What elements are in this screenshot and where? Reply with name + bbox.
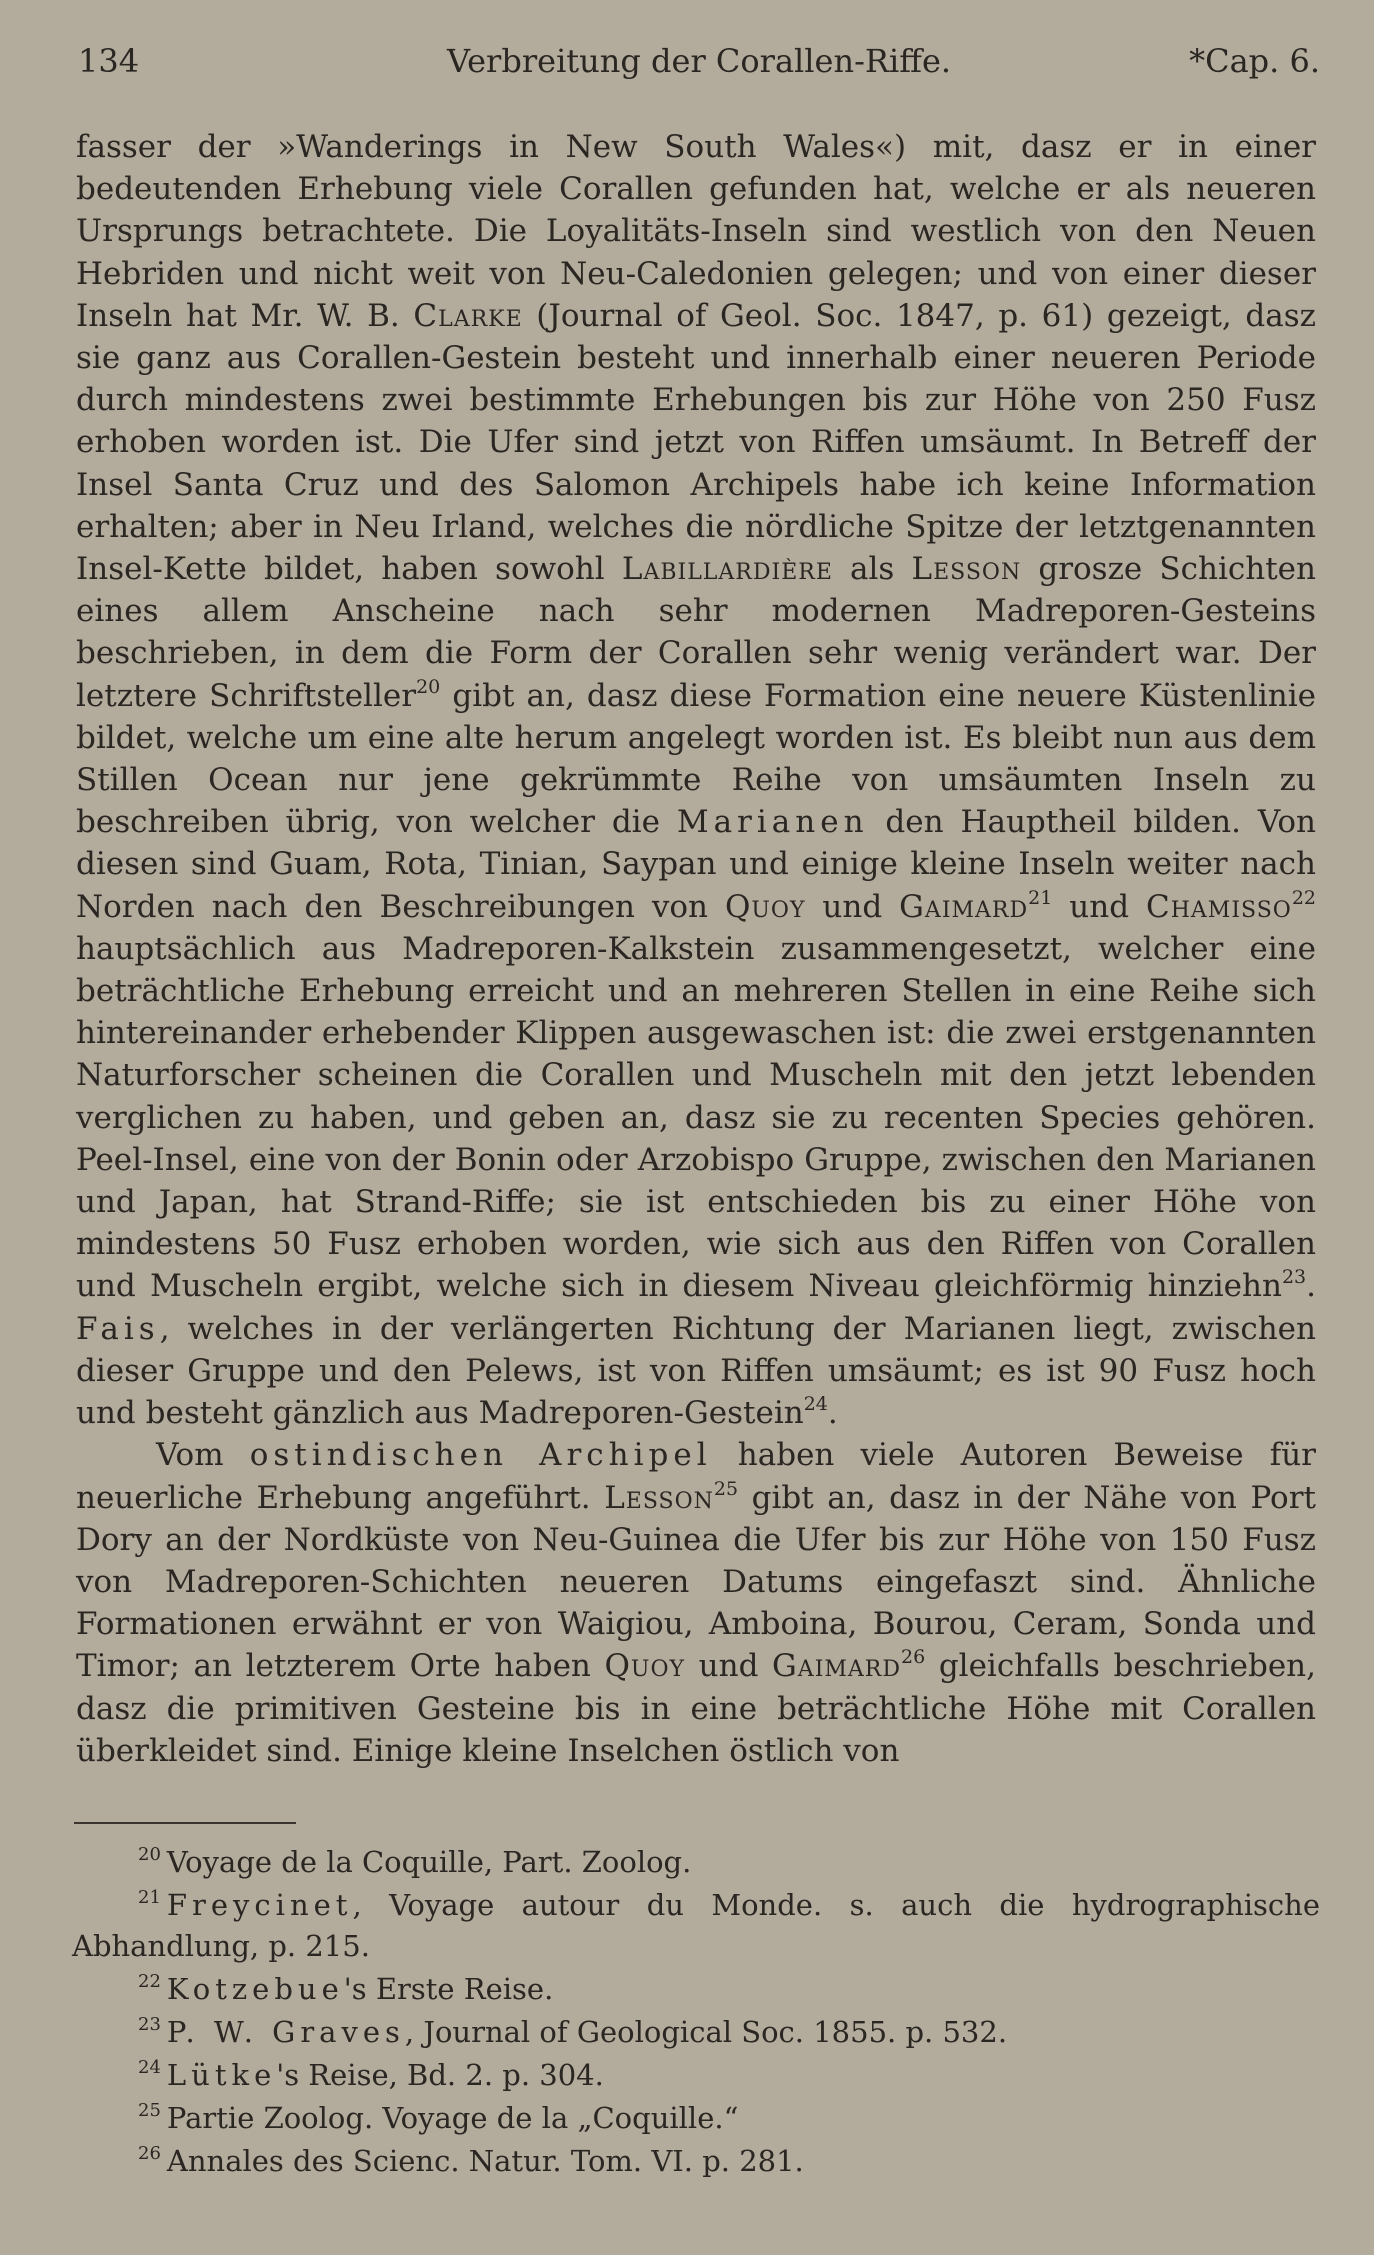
footnote-number: 20 [138, 1844, 161, 1865]
running-title: Verbreitung der Corallen-Riffe. [446, 42, 952, 80]
text-run: gibt an, dasz diese Formation eine neuere Küstenlinie bildet, welche um eine alte herum angelegt worden ist. Es bleibt nun aus dem Stillen Ocean nur jene gekrümmte Reihe von umsäumten Inseln zu beschreiben übrig, von welcher die [76, 677, 1317, 841]
text-run: als [832, 551, 912, 588]
paragraph-1 [76, 126, 1316, 1434]
footnote-24 [72, 2055, 1320, 2096]
spaced-term: Marianen [676, 804, 869, 841]
spaced-term: ostindischen Archipel [249, 1437, 712, 1474]
footnote-number: 21 [138, 1887, 161, 1908]
text-run: und [685, 1648, 773, 1685]
footnote-number: 26 [138, 2143, 161, 2164]
footnote-author: Lütke [166, 2058, 277, 2092]
author-name: Clarke [413, 297, 523, 334]
text-run: . [1306, 1268, 1316, 1305]
chapter-label: *Cap. 6. [1189, 42, 1320, 80]
text-run: hauptsächlich aus Madreporen-Kalkstein zusammengesetzt, welcher eine beträchtliche Erhebung erreicht und an mehreren Stellen in eine Reihe sich hintereinander erhebender Klippen ausgewaschen ist: die zwei erstgenannten Naturforscher scheinen die Corallen und Muscheln mit den jetzt lebenden verglichen zu haben, und geben an, dasz sie zu recenten Species gehören. Peel-Insel, eine von der Bonin oder Arzobispo Gruppe, zwischen den Marianen und Japan, hat Strand-Riffe; sie ist entschieden bis zu einer Höhe von mindestens 50 Fusz erhoben worden, wie sich aus den Riffen von Corallen und Muscheln ergibt, welche sich in diesem Niveau gleichförmig hinziehn [76, 930, 1316, 1305]
text-run: und [1052, 888, 1147, 925]
paragraph-2 [76, 1434, 1316, 1772]
text-run: gibt an, dasz in der Nähe von Port Dory an der Nordküste von Neu-Guinea die Ufer bis zur Höhe von 150 Fusz von Madreporen-Schichten neueren Datums eingefaszt sind. Ähnliche Formationen erwähnt er von Waigiou, Amboina, Bourou, Ceram, Sonda und Timor; an letzterem Orte haben [76, 1479, 1316, 1685]
body-text [76, 126, 1316, 1772]
footnote-ref: 22 [1291, 886, 1317, 909]
footnote-text: Annales des Scienc. Natur. Tom. VI. p. 281. [166, 2144, 804, 2178]
footnote-number: 23 [138, 2014, 161, 2035]
footnote-ref: 21 [1028, 886, 1053, 909]
text-run: gleichfalls beschrieben, dasz die primitiven Gesteine bis in eine beträchtliche Höhe mit Corallen überkleidet sind. Einige kleine Inselchen östlich von [76, 1648, 1316, 1769]
author-name: Quoy [724, 888, 806, 925]
footnote-author: Freycinet [166, 1888, 353, 1922]
text-run: fasser der »Wanderings in New South Wales«) mit, dasz er in einer bedeutenden Erhebung viele Corallen gefunden hat, welche er als neueren Ursprungs betrachtete. Die Loyalitäts-Inseln sind westlich von den Neuen Hebriden und nicht weit von Neu-Caledonien gelegen; und von einer dieser Inseln hat Mr. W. B. [76, 129, 1316, 334]
footnote-author: Kotzebue [166, 1972, 344, 2006]
text-run: grosze Schichten eines allem Anscheine nach sehr modernen Madreporen-Gesteins beschrieben, in dem die Form der Corallen sehr wenig verändert war. Der letztere Schriftsteller [76, 551, 1316, 714]
footnote-divider [74, 1822, 296, 1824]
footnote-author: P. W. Graves [166, 2015, 405, 2049]
footnote-26 [72, 2141, 1320, 2182]
footnote-ref: 25 [713, 1477, 739, 1500]
author-name: Quoy [604, 1648, 686, 1685]
footnote-text: 's Erste Reise. [343, 1972, 554, 2006]
footnote-ref: 24 [803, 1393, 828, 1416]
footnote-number: 22 [138, 1971, 161, 1992]
footnote-21 [72, 1885, 1320, 1967]
footnote-ref: 26 [901, 1646, 926, 1669]
text-run: , welches in der verlängerten Richtung der Marianen liegt, zwischen dieser Gruppe und den Pelews, ist von Riffen umsäumt; es ist 90 Fusz hoch und besteht gänzlich aus Madreporen-Gestein [76, 1310, 1316, 1432]
author-name: Lesson [911, 551, 1022, 588]
author-name: Labillardière [621, 551, 833, 588]
author-name: Gaimard [772, 1648, 902, 1685]
footnote-25 [72, 2098, 1320, 2139]
author-name: Gaimard [899, 888, 1029, 925]
text-run: Vom [156, 1437, 250, 1474]
footnote-text: 's Reise, Bd. 2. p. 304. [276, 2058, 604, 2092]
footnote-23 [72, 2012, 1320, 2053]
text-run: haben viele Autoren Beweise für neuerliche Erhebung angeführt. [76, 1437, 1316, 1516]
text-run: und [805, 888, 900, 925]
footnotes [72, 1842, 1320, 2184]
spaced-term: Fais [76, 1310, 160, 1347]
page-number: 134 [78, 42, 140, 80]
footnote-22 [72, 1969, 1320, 2010]
footnote-text: Voyage de la Coquille, Part. Zoolog. [166, 1845, 692, 1879]
author-name: Lesson [604, 1479, 714, 1516]
footnote-ref: 23 [1281, 1266, 1307, 1289]
author-name: Chamisso [1146, 888, 1292, 925]
text-run: den Hauptheil bilden. Von diesen sind Guam, Rota, Tinian, Saypan und einige kleine Inseln weiter nach Norden nach den Beschreibungen von [76, 804, 1316, 925]
footnote-text: , Journal of Geological Soc. 1855. p. 532. [404, 2015, 1008, 2049]
footnote-number: 25 [138, 2100, 161, 2121]
footnote-number: 24 [138, 2057, 161, 2078]
footnote-ref: 20 [416, 675, 441, 698]
text-run: (Journal of Geol. Soc. 1847, p. 61) gezeigt, dasz sie ganz aus Corallen-Gestein besteht und innerhalb einer neueren Periode durch mindestens zwei bestimmte Erhebungen bis zur Höhe von 250 Fusz erhoben worden ist. Die Ufer sind jetzt von Riffen umsäumt. In Betreff der Insel Santa Cruz und des Salomon Archipels habe ich keine Information erhalten; aber in Neu Irland, welches die nördliche Spitze der letztgenannten Insel-Kette bildet, haben sowohl [76, 297, 1316, 588]
footnote-text: , Voyage autour du Monde. s. auch die hydrographische Abhandlung, p. 215. [72, 1888, 1320, 1963]
text-run: . [827, 1395, 838, 1432]
footnote-text: Partie Zoolog. Voyage de la „Coquille.“ [166, 2101, 739, 2135]
page-header [78, 36, 1320, 86]
footnote-20 [72, 1842, 1320, 1883]
